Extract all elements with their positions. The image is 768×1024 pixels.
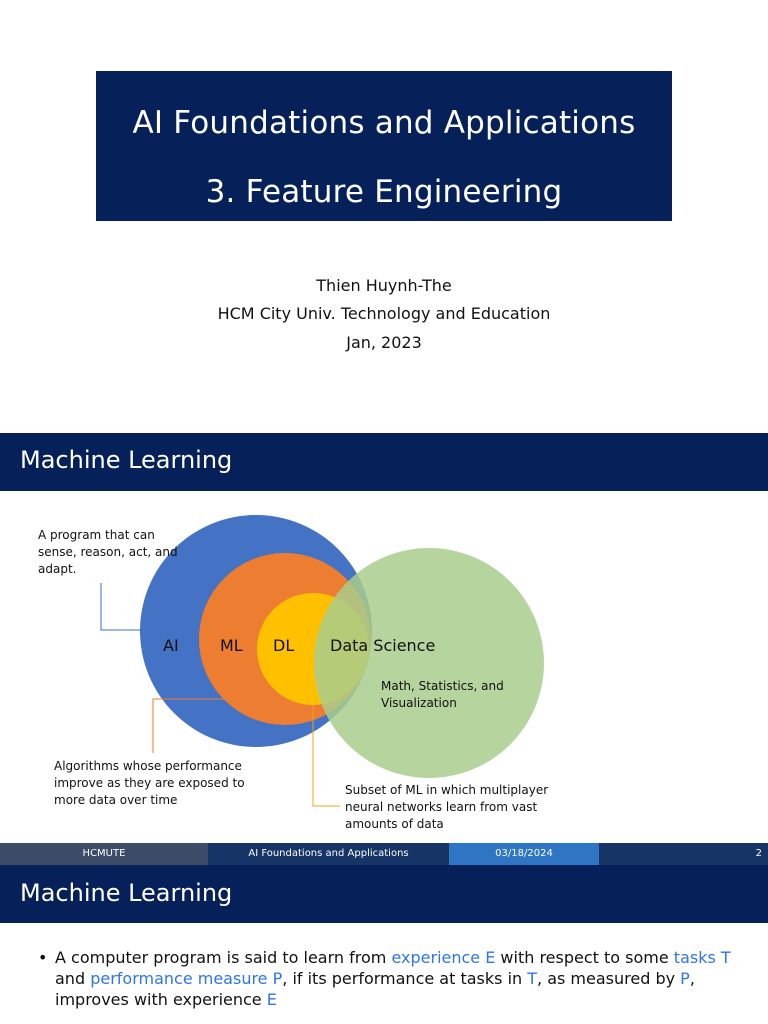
ai-annotation: A program that can sense, reason, act, and adapt.	[38, 528, 178, 576]
definition-fragment: , improves with experience	[55, 969, 695, 1009]
ai-connector	[101, 583, 143, 630]
ds-circle	[314, 548, 544, 778]
bullet-icon: •	[38, 948, 48, 967]
slide-title: Machine Learning	[20, 879, 233, 907]
lecture-title: 3. Feature Engineering	[205, 174, 563, 210]
highlighted-term: tasks T	[673, 948, 731, 967]
dl-annotation: Subset of ML in which multiplayer neural networks learn from vast amounts of data	[345, 783, 549, 831]
footer-date: 03/18/2024	[449, 843, 599, 865]
course-title: AI Foundations and Applications	[132, 105, 636, 141]
highlighted-term: P	[680, 969, 690, 988]
title-banner	[96, 71, 672, 221]
definition-fragment: , if its performance at tasks in	[282, 969, 528, 988]
ml-annotation: Algorithms whose performance improve as they are exposed to more data over time	[54, 759, 245, 807]
university-name: HCM City Univ. Technology and Education	[217, 304, 551, 323]
definition-text	[55, 947, 738, 1010]
footer-org: HCMUTE	[0, 843, 208, 865]
dl-label: DL	[273, 636, 295, 655]
slide-header	[0, 865, 768, 923]
ds-annotation: Math, Statistics, and Visualization	[381, 679, 504, 710]
lecture-date: Jan, 2023	[346, 333, 422, 352]
author-name: Thien Huynh-The	[316, 276, 452, 295]
highlighted-term: performance measure P	[90, 969, 283, 988]
slide-header	[0, 433, 768, 491]
slide-footer	[0, 843, 768, 865]
footer-course: AI Foundations and Applications	[208, 843, 449, 865]
slide-title: Machine Learning	[20, 446, 233, 474]
definition-fragment: and	[55, 969, 91, 988]
ml-label: ML	[220, 636, 243, 655]
ds-label: Data Science	[330, 636, 436, 655]
definition-fragment: with respect to some	[495, 948, 674, 967]
highlighted-term: experience E	[391, 948, 496, 967]
definition-fragment: A computer program is said to learn from	[55, 948, 392, 967]
footer-page-number: 2	[599, 843, 768, 865]
ai-label: AI	[163, 636, 179, 655]
highlighted-term: E	[266, 990, 277, 1009]
highlighted-term: T	[527, 969, 538, 988]
definition-fragment: , as measured by	[537, 969, 681, 988]
